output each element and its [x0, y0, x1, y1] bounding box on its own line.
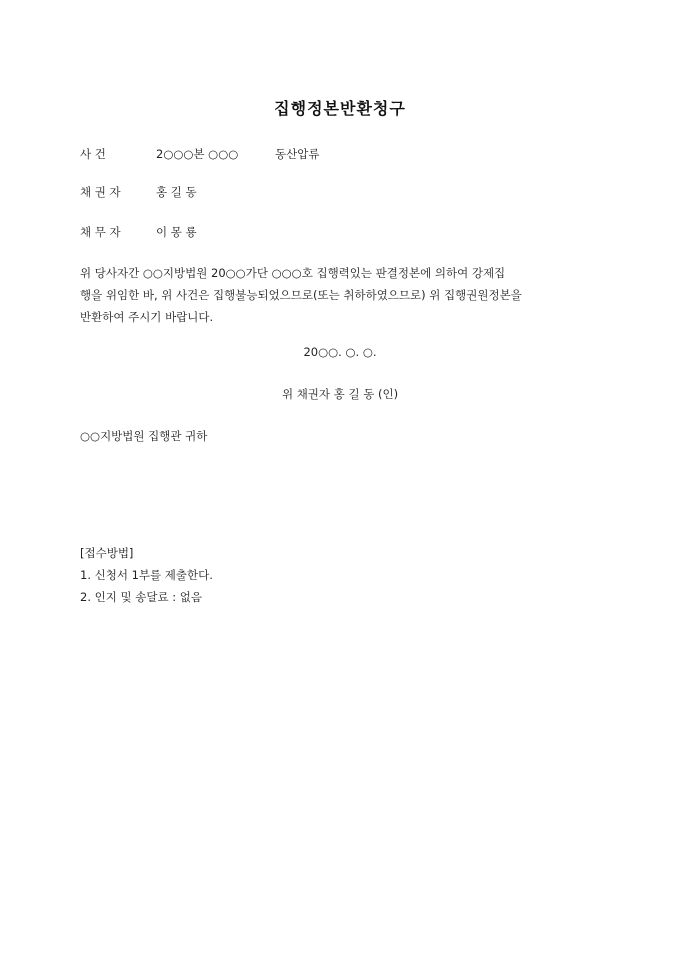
creditor-label: 채 권 자 [80, 185, 121, 199]
debtor-name: 이 몽 룡 [156, 225, 197, 239]
body-line: 행을 위임한 바, 위 사건은 집행불능되었으므로(또는 취하하였으므로) 위 집행권원정본을 [80, 288, 522, 302]
request-body [80, 262, 610, 328]
case-type: 동산압류 [275, 147, 320, 161]
addressee: ○○지방법원 집행관 귀하 [80, 429, 208, 443]
creditor-name: 홍 길 동 [156, 185, 197, 199]
body-line: 반환하여 주시기 바랍니다. [80, 310, 214, 324]
case-label: 사 건 [80, 147, 106, 161]
notes-item: 1. 신청서 1부를 제출한다. [80, 568, 213, 582]
document-title: 집행정본반환청구 [274, 99, 406, 118]
case-number: 2○○○본 ○○○ [156, 147, 239, 161]
notes-heading: [접수방법] [80, 546, 134, 560]
signature-line: 위 채권자 홍 길 동 (인) [281, 387, 399, 401]
body-line: 위 당사자간 ○○지방법원 20○○가단 ○○○호 집행력있는 판결정본에 의하여 강제집 [80, 266, 506, 280]
document-date: 20○○. ○. ○. [303, 345, 377, 359]
debtor-label: 채 무 자 [80, 225, 121, 239]
notes-item: 2. 인지 및 송달료 : 없음 [80, 590, 202, 604]
